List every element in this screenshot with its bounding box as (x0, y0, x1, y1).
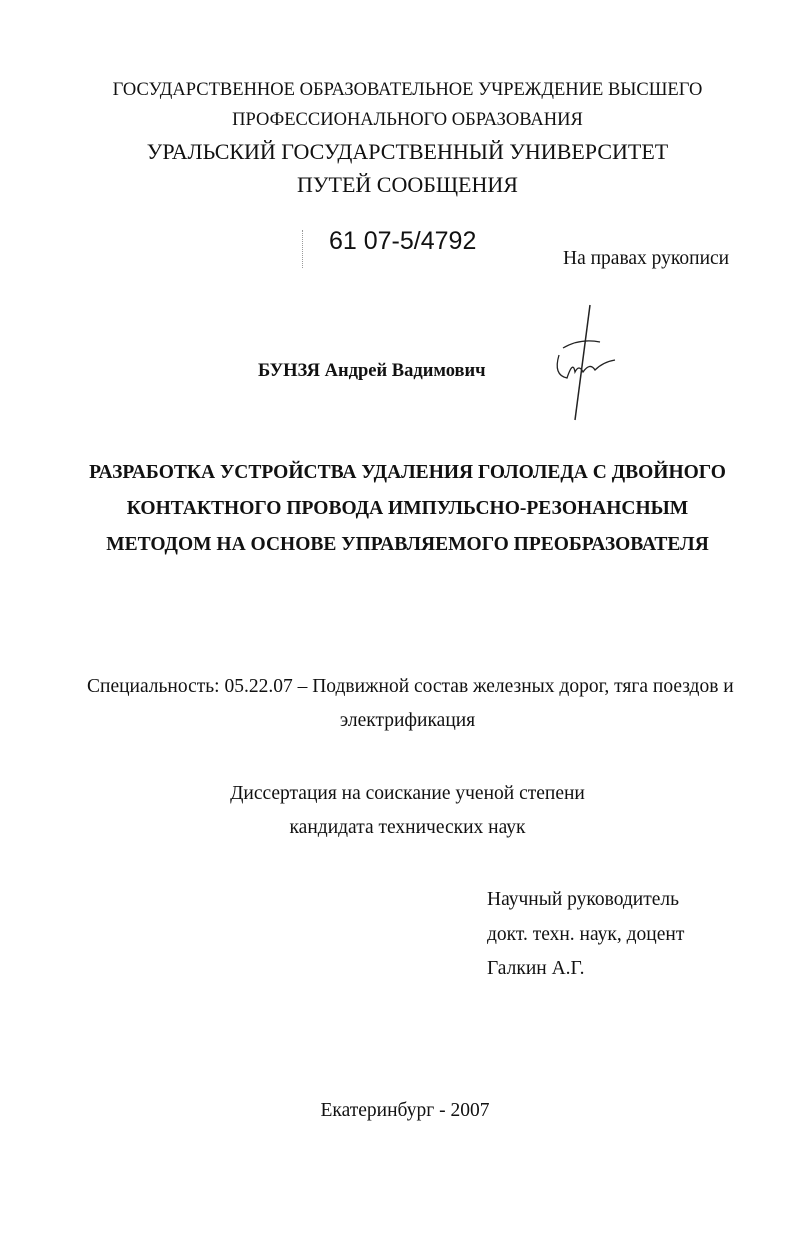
city-year: Екатеринбург - 2007 (320, 1100, 490, 1121)
specialty-line-1: Специальность: 05.22.07 – Подвижной состав железных дорог, тяга поездов и (87, 676, 734, 697)
advisor-name: Галкин А.Г. (487, 958, 585, 979)
degree-line-2: кандидата технических наук (289, 817, 526, 838)
header-university: УРАЛЬСКИЙ ГОСУДАРСТВЕННЫЙ УНИВЕРСИТЕТ (146, 139, 669, 164)
specialty-line-2: электрификация (339, 710, 476, 731)
advisor-title: докт. техн. наук, доцент (487, 924, 685, 945)
stamp-number: 61 07-5/4792 (329, 227, 477, 255)
signature (545, 300, 625, 430)
advisor-role: Научный руководитель (487, 889, 680, 910)
header-line-1: ГОСУДАРСТВЕННОЕ ОБРАЗОВАТЕЛЬНОЕ УЧРЕЖДЕНИЕ ВЫСШЕГО (112, 80, 703, 100)
stamp-margin-line (302, 230, 303, 268)
degree-line-1: Диссертация на соискание ученой степени (230, 783, 585, 804)
title-line-3: МЕТОДОМ НА ОСНОВЕ УПРАВЛЯЕМОГО ПРЕОБРАЗОВАТЕЛЯ (106, 534, 709, 555)
header-line-2: ПРОФЕССИОНАЛЬНОГО ОБРАЗОВАНИЯ (232, 110, 583, 130)
title-line-2: КОНТАКТНОГО ПРОВОДА ИМПУЛЬСНО-РЕЗОНАНСНЫМ (126, 498, 689, 519)
header-university-2: ПУТЕЙ СООБЩЕНИЯ (297, 172, 518, 197)
title-line-1: РАЗРАБОТКА УСТРОЙСТВА УДАЛЕНИЯ ГОЛОЛЕДА С ДВОЙНОГО (89, 462, 726, 483)
manuscript-note: На правах рукописи (563, 248, 730, 269)
author-name: БУНЗЯ Андрей Вадимович (258, 361, 486, 381)
